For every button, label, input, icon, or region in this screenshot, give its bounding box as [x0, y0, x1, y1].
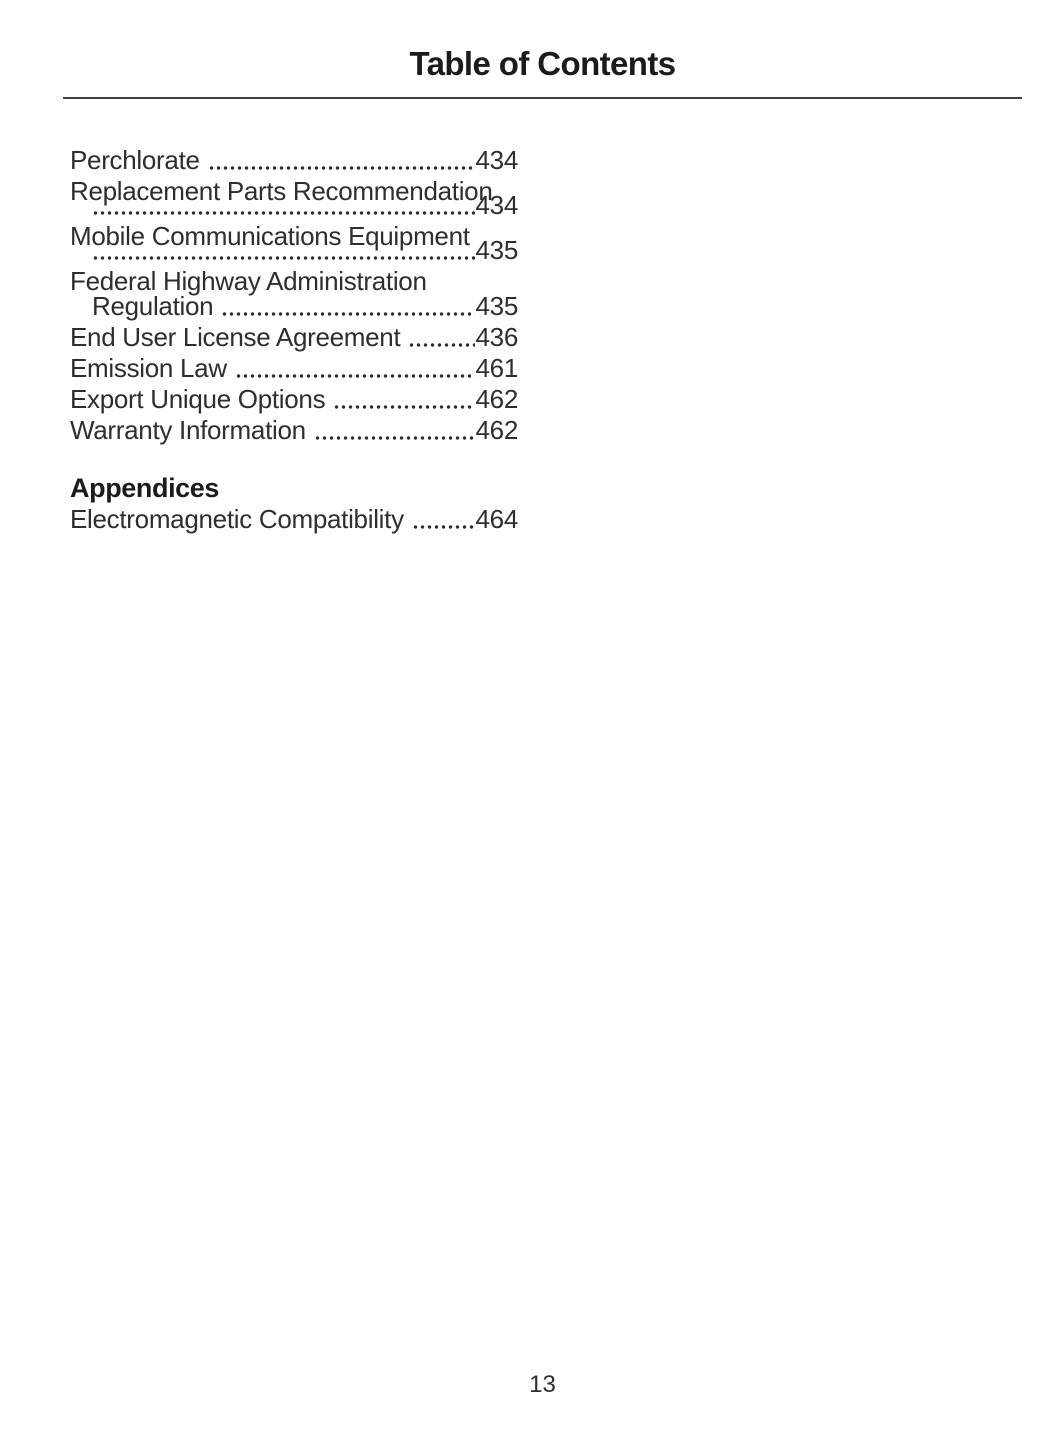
entry-page-number: 435 — [475, 235, 518, 265]
toc-entry — [70, 176, 518, 220]
entry-label: Electromagnetic Compatibility — [70, 504, 404, 534]
toc-entry — [70, 415, 518, 445]
entry-label: Perchlorate — [70, 145, 200, 175]
toc-entry — [70, 266, 518, 321]
dot-leader — [408, 342, 474, 348]
entry-label: End User License Agreement — [70, 322, 401, 352]
toc-entry — [70, 145, 518, 175]
entry-page-number: 436 — [475, 322, 518, 352]
toc-entry — [70, 384, 518, 414]
entry-page-number: 464 — [475, 504, 518, 534]
toc-group — [70, 145, 518, 445]
entry-row — [70, 415, 518, 445]
dot-leader — [235, 373, 475, 379]
entry-label: Export Unique Options — [70, 384, 326, 414]
dot-leader — [314, 435, 475, 441]
entry-row — [70, 384, 518, 414]
dot-leader — [412, 524, 475, 530]
toc-groups — [70, 145, 518, 538]
entry-page-number: 435 — [475, 291, 518, 321]
toc-entry — [70, 504, 518, 534]
dot-leader — [92, 255, 475, 261]
dot-leader — [208, 165, 475, 171]
entry-page-number: 434 — [475, 145, 518, 175]
entry-row — [70, 145, 518, 175]
toc-entry — [70, 221, 518, 265]
toc-entry — [70, 322, 518, 352]
dot-leader — [92, 210, 475, 216]
entry-label: Warranty Information — [70, 415, 306, 445]
entry-label: Federal Highway Administration — [70, 266, 427, 296]
entry-page-number: 461 — [475, 353, 518, 383]
entry-label: Mobile Communications Equipment — [70, 221, 470, 251]
entry-label: Emission Law — [70, 353, 227, 383]
page-title: Table of Contents — [409, 45, 676, 82]
entry-label-line2: Regulation — [92, 291, 214, 321]
entry-row — [70, 322, 518, 352]
entry-page-number: 462 — [475, 415, 518, 445]
entry-page-number: 434 — [475, 190, 518, 220]
dot-leader — [333, 404, 474, 410]
entry-row — [70, 504, 518, 534]
entry-label: Replacement Parts Recommendation — [70, 176, 493, 206]
entry-row — [92, 291, 518, 321]
title-divider — [63, 97, 1022, 99]
dot-leader — [221, 311, 474, 317]
entry-page-number: 462 — [475, 384, 518, 414]
toc-entry — [70, 353, 518, 383]
toc-group — [70, 473, 518, 532]
entry-row — [70, 353, 518, 383]
section-heading: Appendices — [70, 473, 220, 503]
page-number: 13 — [529, 1371, 556, 1398]
